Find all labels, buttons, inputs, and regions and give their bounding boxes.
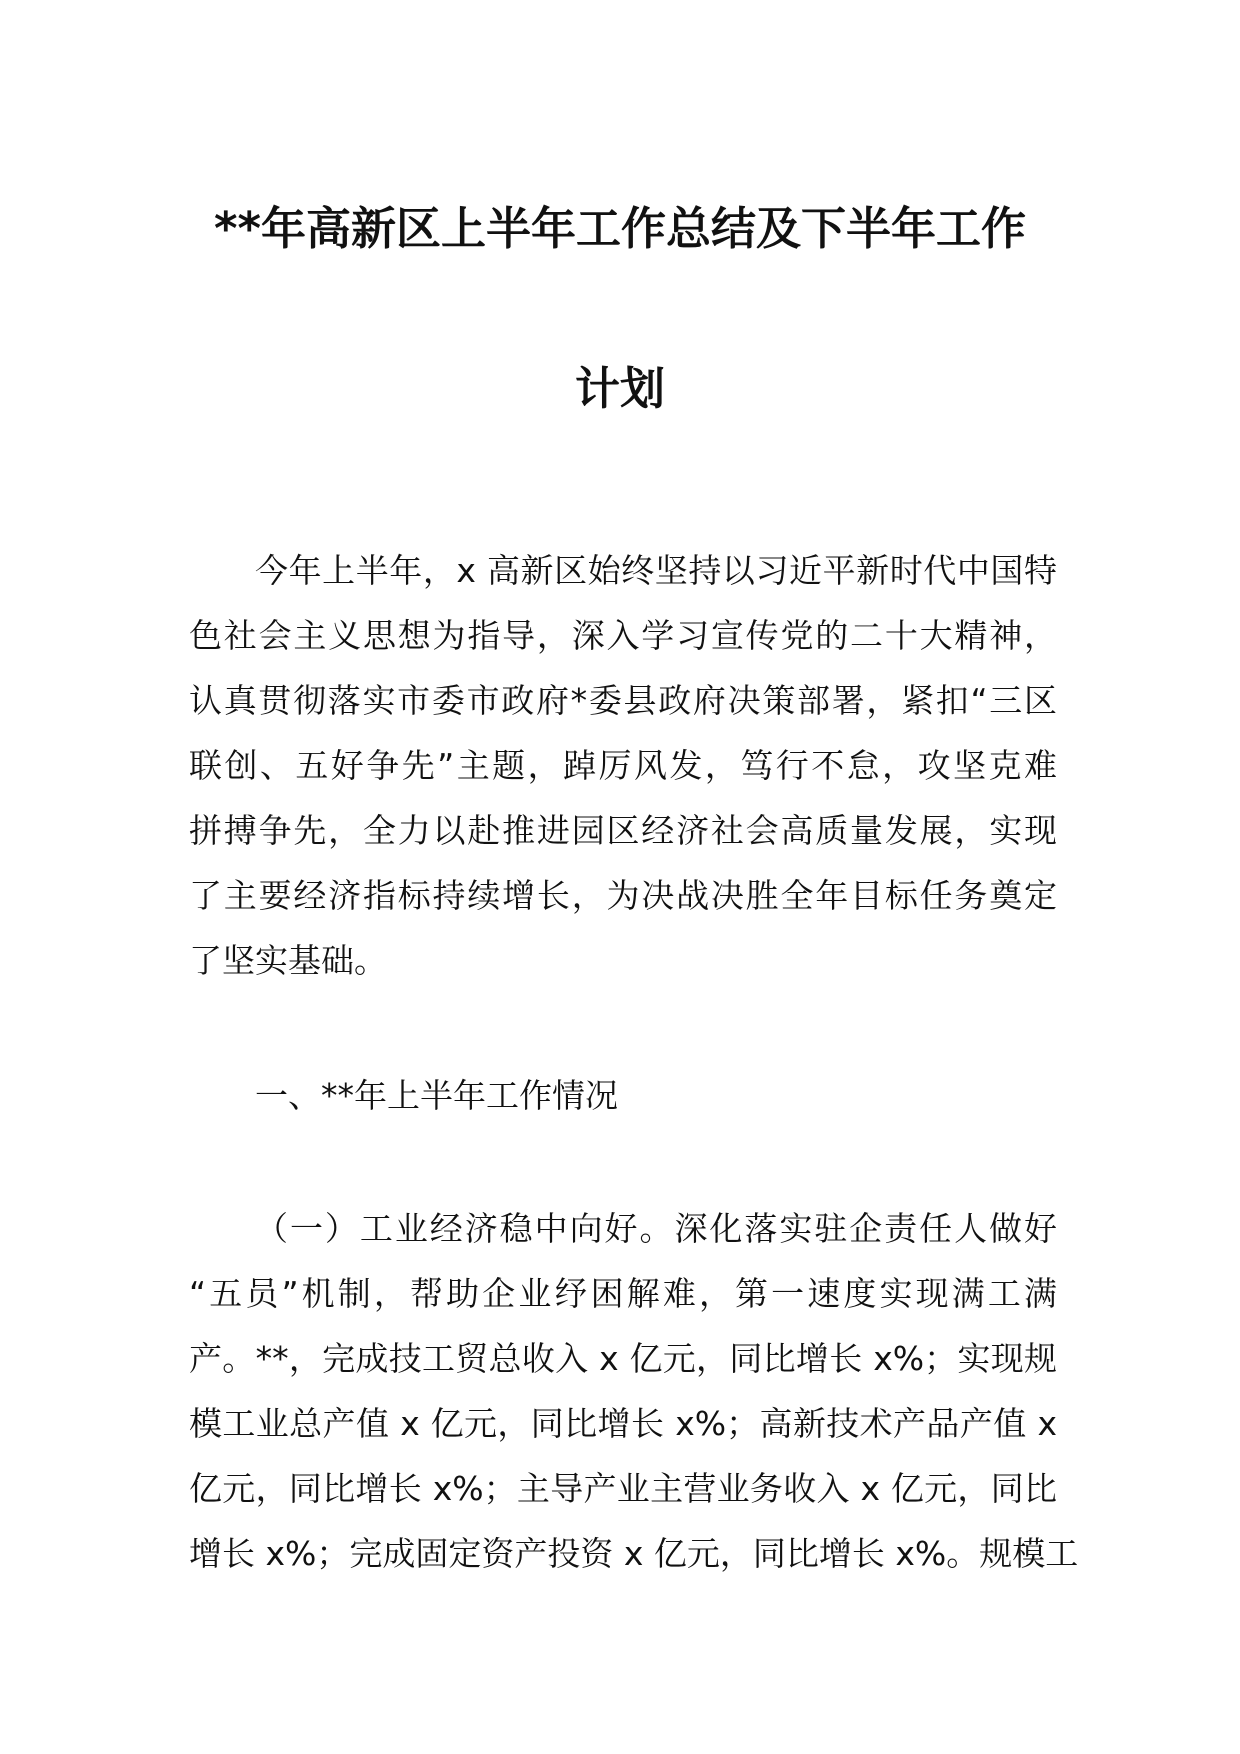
paragraph-line: 认真贯彻落实市委市政府*委县政府决策部署，紧扣“三区 (189, 681, 1057, 720)
paragraph-line: 亿元，同比增长 x%；主导产业主营业务收入 x 亿元，同比 (189, 1469, 1057, 1508)
paragraph-line: 了主要经济指标持续增长，为决战决胜全年目标任务奠定 (189, 876, 1057, 915)
paragraph-line: 联创、五好争先”主题，踔厉风发，笃行不怠，攻坚克难 (189, 746, 1057, 785)
paragraph-line: 今年上半年，x 高新区始终坚持以习近平新时代中国特 (255, 551, 1057, 590)
paragraph-line: “五员”机制，帮助企业纾困解难，第一速度实现满工满 (189, 1274, 1057, 1313)
document-title-line-1: **年高新区上半年工作总结及下半年工作 (213, 202, 1027, 255)
paragraph-line: 模工业总产值 x 亿元，同比增长 x%；高新技术产品产值 x (189, 1404, 1057, 1443)
intro-paragraph (189, 538, 1057, 993)
paragraph-line: 色社会主义思想为指导，深入学习宣传党的二十大精神， (189, 616, 1057, 655)
paragraph-line: （一）工业经济稳中向好。深化落实驻企责任人做好 (255, 1209, 1057, 1248)
industry-paragraph (189, 1196, 1079, 1586)
paragraph-line: 增长 x%；完成固定资产投资 x 亿元，同比增长 x%。规模工 (189, 1534, 1079, 1573)
section-heading: 一、**年上半年工作情况 (255, 1076, 618, 1115)
document-title-line-2: 计划 (574, 362, 665, 415)
paragraph-line: 了坚实基础。 (189, 941, 387, 980)
paragraph-line: 产。**，完成技工贸总收入 x 亿元，同比增长 x%；实现规 (189, 1339, 1057, 1378)
paragraph-line: 拼搏争先，全力以赴推进园区经济社会高质量发展，实现 (189, 811, 1057, 850)
